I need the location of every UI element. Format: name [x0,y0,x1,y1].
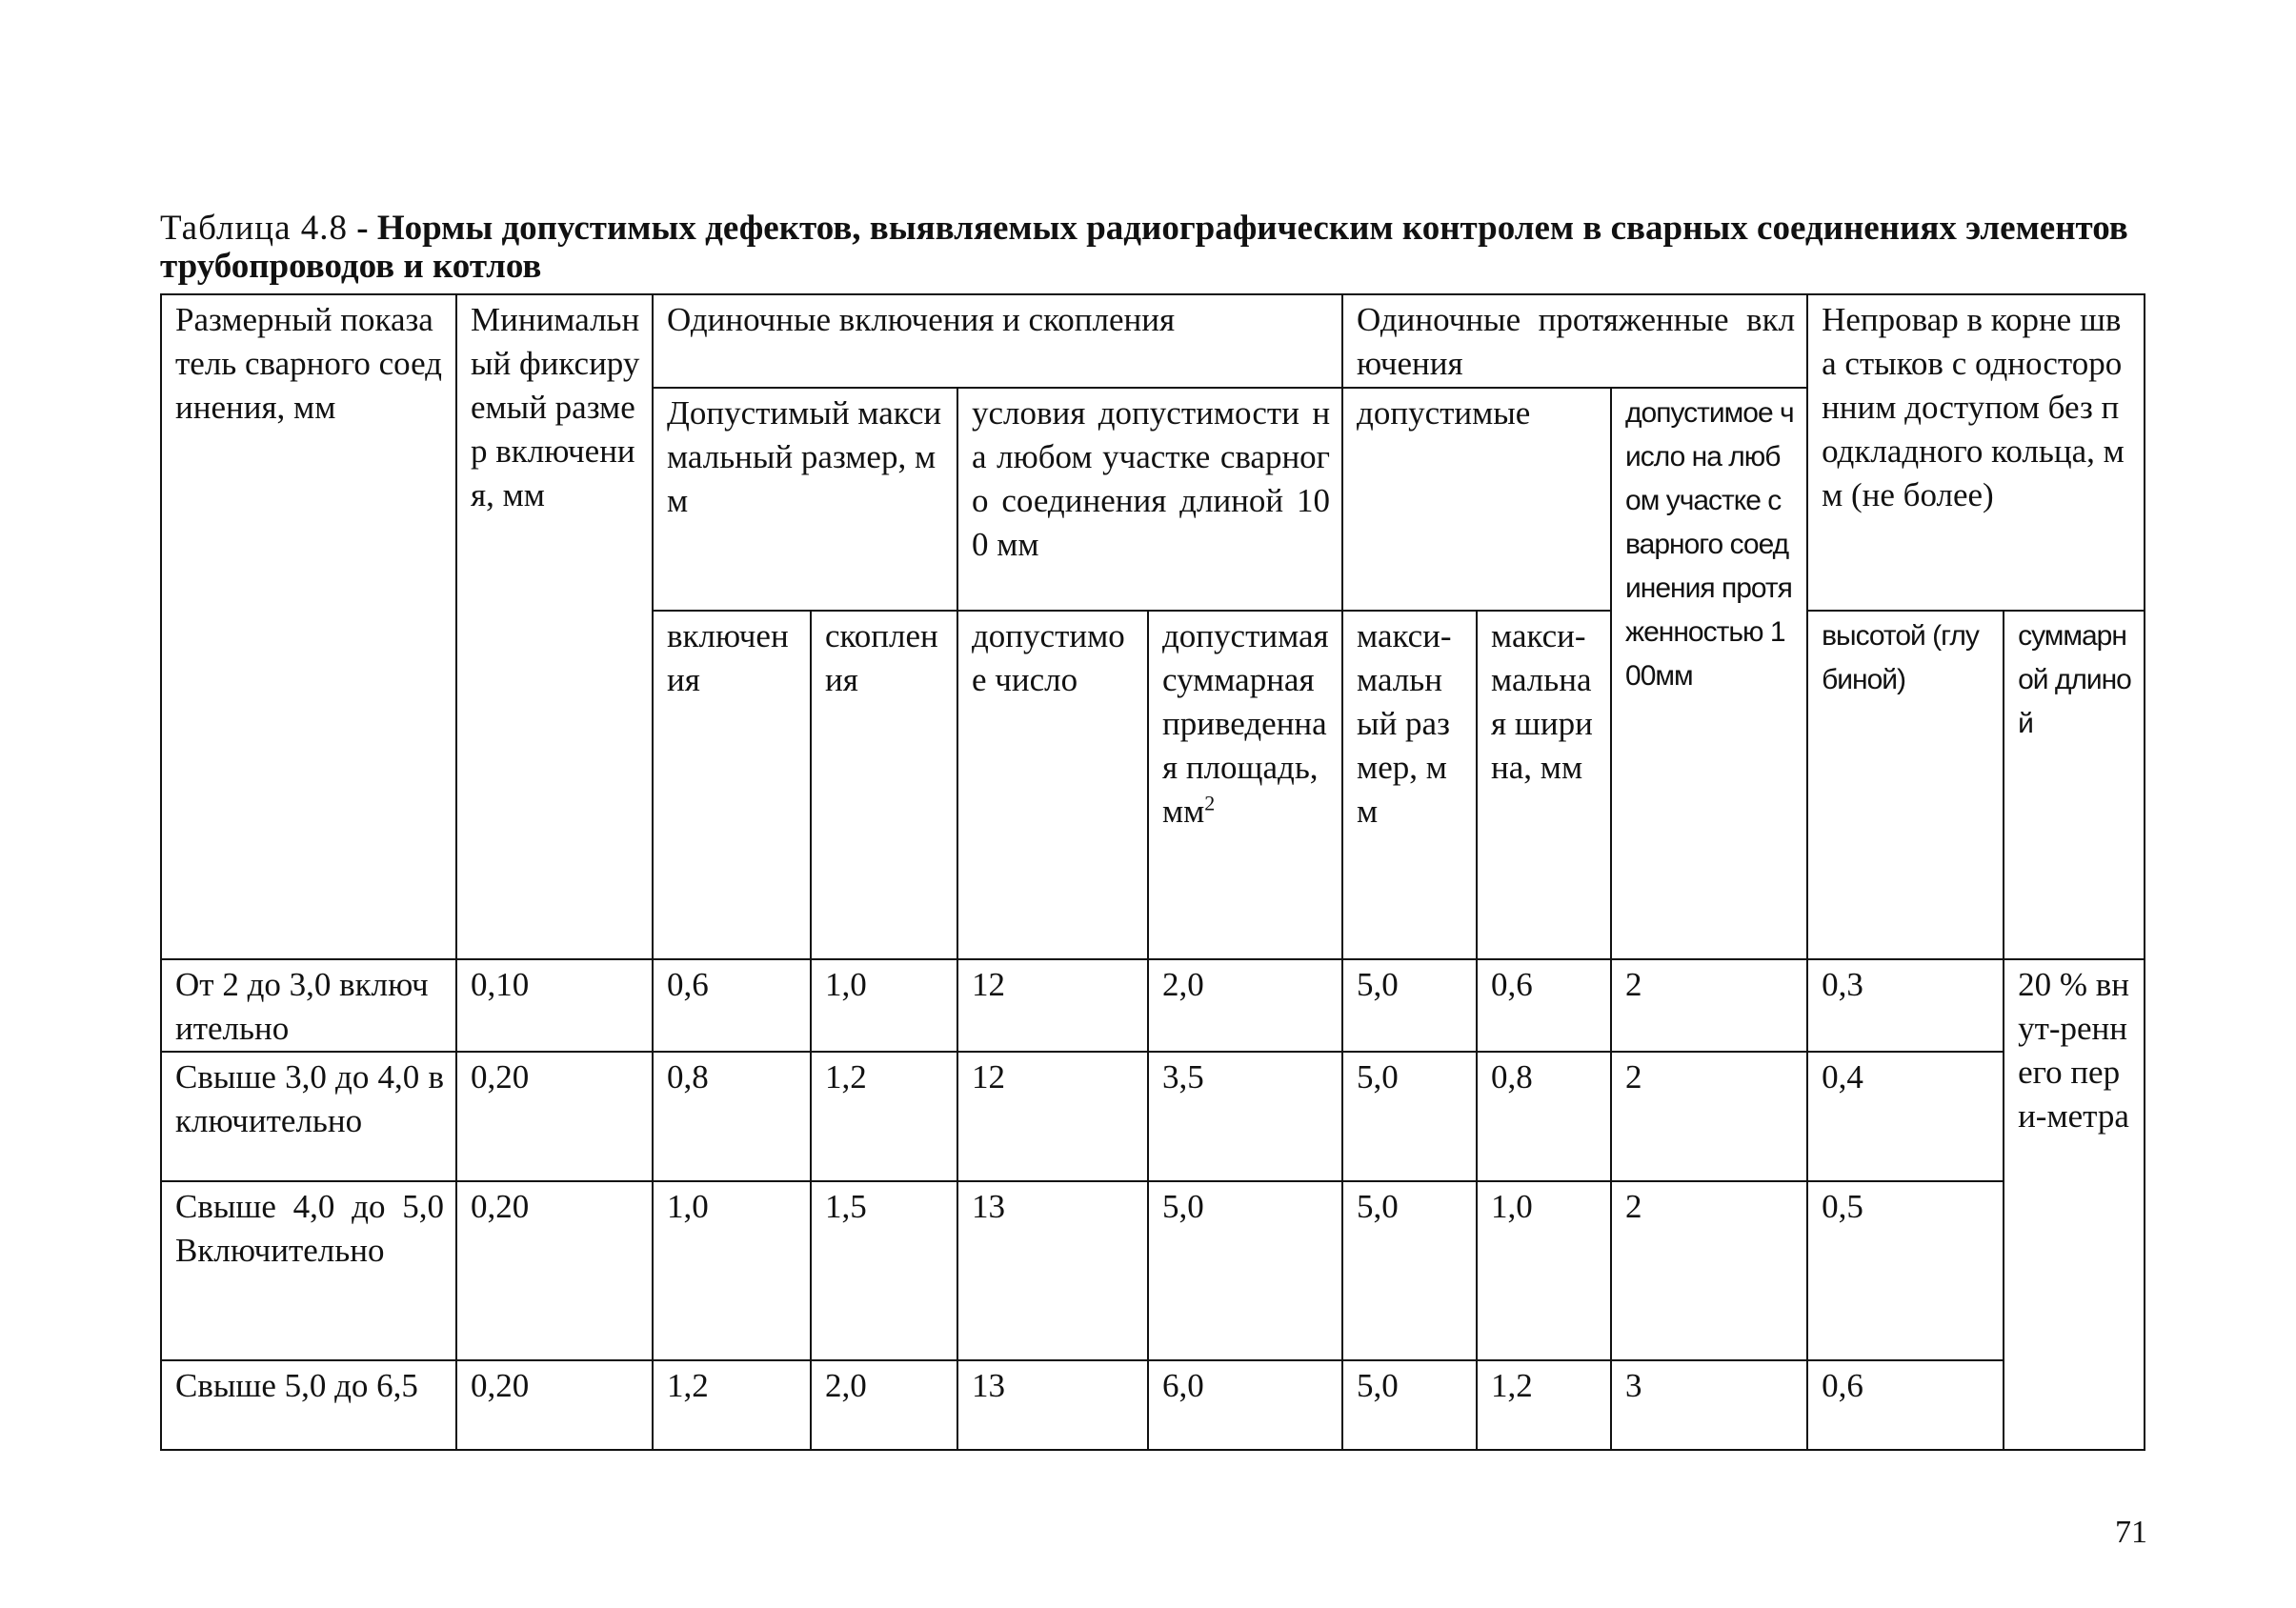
table-caption-label: Таблица 4.8 [160,209,348,248]
cell-allowed-count: 13 [957,1360,1148,1450]
header-min-cell: Минимальный фиксируемый размер включения, мм [456,294,653,959]
cell-max-size: 5,0 [1342,1052,1477,1181]
cell-size: Свыше 3,0 до 4,0 включительно [161,1052,456,1181]
cell-inclusions: 0,6 [653,959,811,1052]
header-ext-allowed-cell: допустимые [1342,388,1611,611]
header-max-width-cell: макси-мальная ширина, мм [1477,611,1611,959]
header-height-cell: высотой (глубиной) [1807,611,2004,959]
cell-max-width: 0,6 [1477,959,1611,1052]
header-size-cell: Размерный показатель сварного соединения, мм [161,294,456,959]
table-row [161,1181,2145,1360]
cell-height: 0,4 [1807,1052,2004,1181]
table-caption-text: Нормы допустимых дефектов, выявляемых радиографическим контролем в сварных соединениях элементов трубопроводов и котлов [160,209,2128,286]
cell-size: Свыше 4,0 до 5,0 Включительно [161,1181,456,1360]
header-single-group-cell: Одиночные включения и скопления [653,294,1342,388]
header-allowed-max-cell: Допустимый максимальный размер, мм [653,388,957,611]
table-row [161,1052,2145,1181]
cell-allowed-count: 12 [957,959,1148,1052]
cell-ext-count: 3 [1611,1360,1807,1450]
table-row [161,1360,2145,1450]
cell-ext-count: 2 [1611,1181,1807,1360]
cell-height: 0,3 [1807,959,2004,1052]
table-row [161,959,2145,1052]
table-caption [160,210,2151,286]
defect-norms-table [160,293,2145,1451]
cell-max-size: 5,0 [1342,1181,1477,1360]
header-area-unit-sup: 2 [1204,791,1216,815]
header-conditions-cell: условия допустимости на любом участке сварного соединения длиной 100 мм [957,388,1342,611]
cell-height: 0,5 [1807,1181,2004,1360]
cell-inclusions: 1,0 [653,1181,811,1360]
cell-max-size: 5,0 [1342,959,1477,1052]
cell-ext-count: 2 [1611,959,1807,1052]
cell-inclusions: 0,8 [653,1052,811,1181]
header-extended-group-cell: Одиночные протяженные включения [1342,294,1807,388]
cell-min: 0,10 [456,959,653,1052]
header-clusters-cell: скопления [811,611,957,959]
header-allowed-count-cell: допустимое число [957,611,1148,959]
cell-max-width: 0,8 [1477,1052,1611,1181]
cell-allowed-count: 13 [957,1181,1148,1360]
cell-max-size: 5,0 [1342,1360,1477,1450]
cell-max-width: 1,2 [1477,1360,1611,1450]
cell-size: От 2 до 3,0 включительно [161,959,456,1052]
header-allowed-area-text: допустимая суммарная приведенная площадь, мм [1162,617,1329,830]
cell-clusters: 1,5 [811,1181,957,1360]
cell-total-length: 20 % внут-реннего пери-метра [2004,959,2145,1450]
cell-size: Свыше 5,0 до 6,5 [161,1360,456,1450]
cell-clusters: 1,0 [811,959,957,1052]
cell-allowed-count: 12 [957,1052,1148,1181]
cell-clusters: 1,2 [811,1052,957,1181]
cell-allowed-area: 2,0 [1148,959,1342,1052]
header-total-length-cell: суммарной длиной [2004,611,2145,959]
header-lack-group-cell: Непровар в корне шва стыков с односторонним доступом без подкладного кольца, мм (не более) [1807,294,2145,611]
header-ext-count-cell: допустимое число на любом участке сварного соединения протяженностью 100мм [1611,388,1807,959]
cell-allowed-area: 3,5 [1148,1052,1342,1181]
header-allowed-area-cell [1148,611,1342,959]
cell-max-width: 1,0 [1477,1181,1611,1360]
cell-inclusions: 1,2 [653,1360,811,1450]
table-caption-dash: - [348,209,377,248]
cell-ext-count: 2 [1611,1052,1807,1181]
cell-allowed-area: 6,0 [1148,1360,1342,1450]
cell-min: 0,20 [456,1052,653,1181]
header-inclusions-cell: включения [653,611,811,959]
page-number: 71 [2115,1515,2147,1550]
header-row-1 [161,294,2145,388]
cell-min: 0,20 [456,1181,653,1360]
cell-clusters: 2,0 [811,1360,957,1450]
header-max-size-cell: макси-мальный размер, мм [1342,611,1477,959]
cell-height: 0,6 [1807,1360,2004,1450]
cell-allowed-area: 5,0 [1148,1181,1342,1360]
cell-min: 0,20 [456,1360,653,1450]
